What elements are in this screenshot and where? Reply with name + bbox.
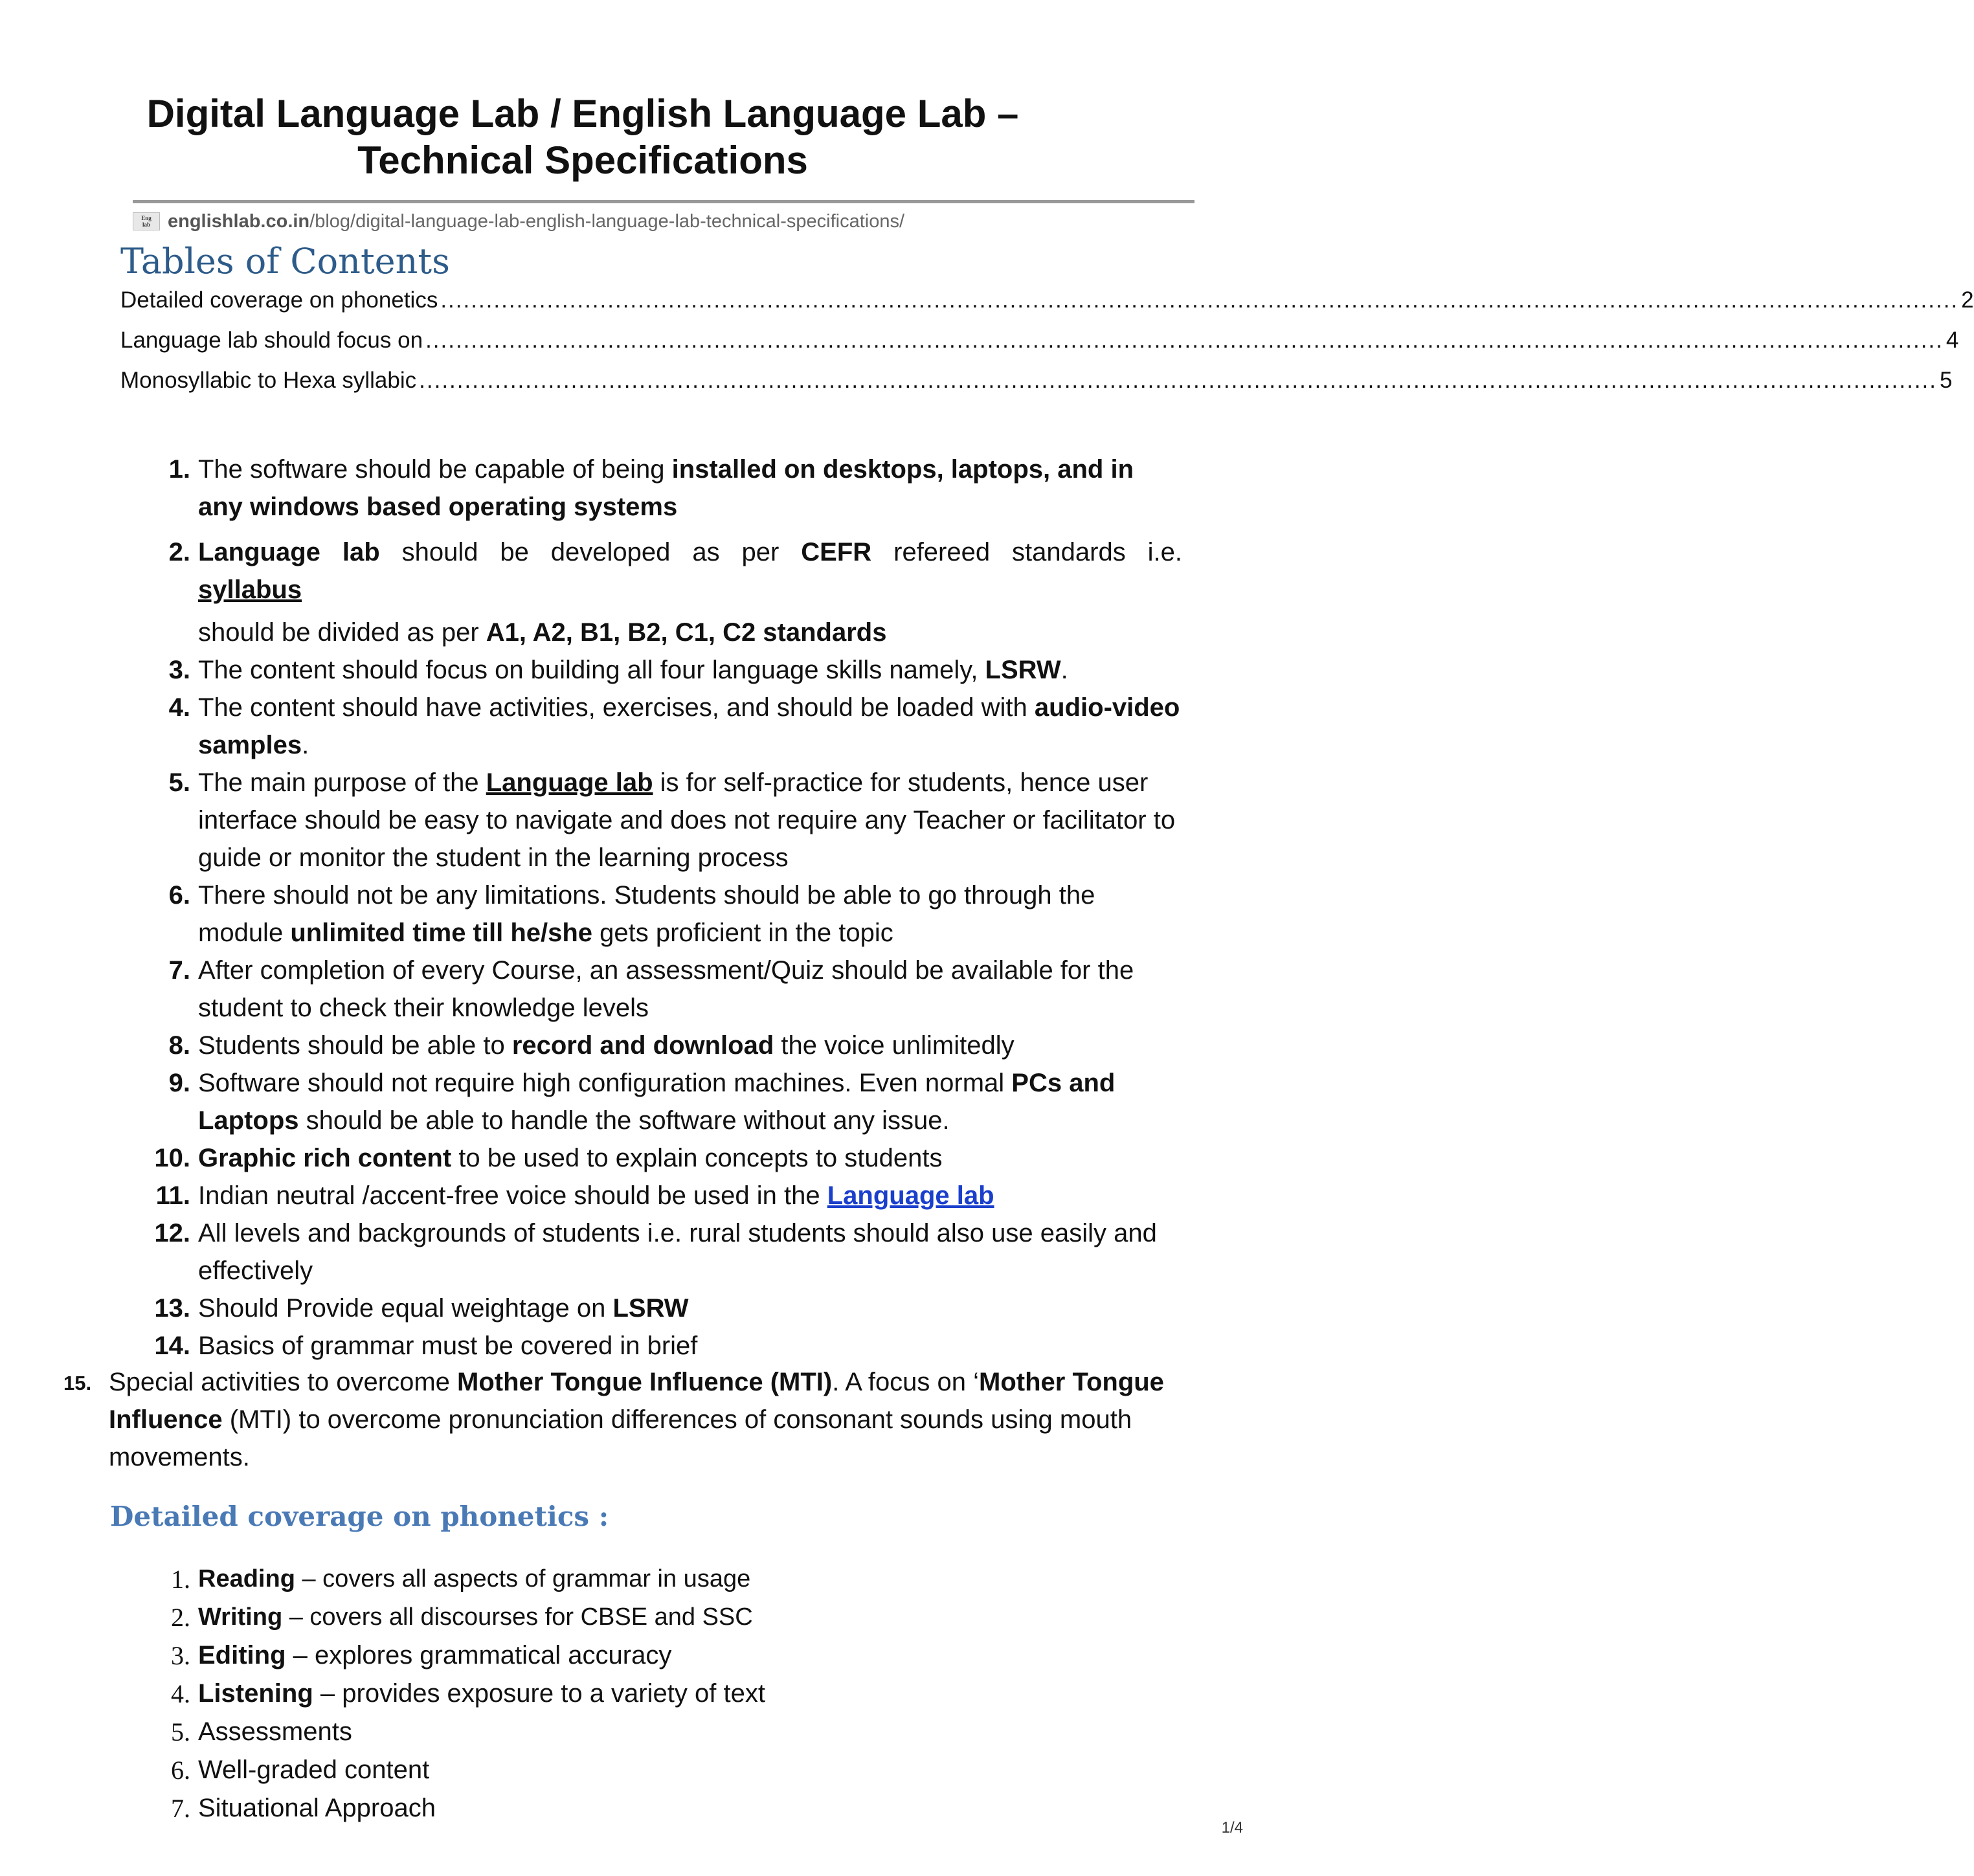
- item-bold-text: Graphic rich content: [198, 1144, 452, 1172]
- toc-entry-page[interactable]: 4: [1946, 328, 1959, 353]
- item-bold-text: LSRW: [612, 1294, 689, 1323]
- source-path[interactable]: /blog/digital-language-lab-english-language-lab-technical-specifications/: [309, 210, 905, 232]
- source-domain[interactable]: englishlab.co.in: [168, 210, 310, 232]
- language-lab-link[interactable]: Language lab: [486, 768, 653, 797]
- item-text: Assessments: [198, 1717, 352, 1746]
- requirements-list: [120, 451, 1182, 1365]
- toc-entry-page[interactable]: 2: [1961, 287, 1974, 313]
- list-item: [120, 1675, 765, 1713]
- list-item: [120, 689, 1182, 764]
- list-item: [120, 1327, 1182, 1365]
- item-text: – covers all aspects of grammar in usage: [295, 1565, 751, 1592]
- item-number: 10.: [154, 1144, 190, 1172]
- item-number: 3.: [171, 1641, 190, 1670]
- phonetics-heading: Detailed coverage on phonetics :: [110, 1501, 609, 1532]
- list-item: [120, 1598, 765, 1636]
- item-text: Indian neutral /accent-free voice should be used in the: [198, 1181, 827, 1210]
- list-item: [120, 1751, 765, 1789]
- phonetics-list: [120, 1560, 765, 1827]
- item-bold-text: PCs and Laptops: [198, 1069, 1116, 1135]
- list-item: [120, 1139, 1182, 1177]
- title-line-1: Digital Language Lab / English Language Lab –: [146, 92, 1019, 135]
- item-text: Basics of grammar must be covered in brief: [198, 1332, 698, 1360]
- site-logo-icon: Eng lab: [133, 212, 160, 230]
- item-text: The content should have activities, exercises, and should be loaded with: [198, 693, 1035, 722]
- item-bold-text: unlimited time till he/she: [290, 919, 593, 947]
- item-bold-text: Reading: [198, 1565, 295, 1592]
- toc-entry-page[interactable]: 5: [1939, 368, 1953, 393]
- toc-entry[interactable]: [120, 287, 1974, 328]
- list-item: [120, 1290, 1182, 1327]
- item-number: 6.: [171, 1756, 190, 1785]
- item-text: There should not be any limitations. Students should be able to go through the module: [198, 881, 1095, 947]
- item-number: 1.: [168, 455, 190, 484]
- title-divider: [133, 200, 1194, 203]
- page-title: [97, 91, 1068, 184]
- list-item: [120, 1560, 765, 1598]
- list-item: [120, 651, 1182, 689]
- item-text: .: [1060, 656, 1068, 684]
- item-bold-text: audio-video samples: [198, 693, 1180, 759]
- title-line-2: Technical Specifications: [357, 139, 808, 182]
- item-bold-text: Listening: [198, 1679, 313, 1708]
- item-bold-text: installed on desktops, laptops, and in any windows based operating systems: [198, 455, 1134, 521]
- toc-entry-label[interactable]: Monosyllabic to Hexa syllabic: [120, 368, 417, 393]
- item-text: The main purpose of the: [198, 768, 486, 797]
- item-text: refereed standards i.e.: [871, 538, 1183, 566]
- source-url[interactable]: [133, 208, 904, 234]
- item-number: 2.: [168, 538, 190, 566]
- item-number: 4.: [171, 1679, 190, 1708]
- item-text: .: [302, 731, 309, 759]
- item-bold-text: Writing: [198, 1603, 283, 1631]
- item-text: All levels and backgrounds of students i.e. rural students should also use easily and effectively: [198, 1219, 1157, 1285]
- toc-heading: Tables of Contents: [120, 241, 450, 282]
- item-text: should be developed as per: [379, 538, 802, 566]
- item-text: . A focus on ‘: [832, 1368, 980, 1396]
- item-bold-text: LSRW: [985, 656, 1061, 684]
- item-number: 1.: [171, 1565, 190, 1594]
- table-of-contents: [120, 287, 1974, 408]
- item-number: 8.: [168, 1031, 190, 1060]
- item-bold-text: Language lab: [198, 538, 380, 566]
- list-item: [120, 1636, 765, 1675]
- item-number: 9.: [168, 1069, 190, 1097]
- item-bold-text: record and download: [511, 1031, 774, 1060]
- item-text: Should Provide equal weightage on: [198, 1294, 613, 1323]
- toc-leader-dots: ........................................................................................................................................................................................................: [425, 328, 1944, 353]
- item-text: – provides exposure to a variety of text: [313, 1679, 765, 1708]
- item-text: the voice unlimitedly: [774, 1031, 1015, 1060]
- list-item: [120, 1064, 1182, 1139]
- item-text: The software should be capable of being: [198, 455, 672, 484]
- item-number: 14.: [154, 1332, 190, 1360]
- item-number: 6.: [168, 881, 190, 910]
- item-text: Well-graded content: [198, 1756, 430, 1784]
- list-item: [120, 533, 1182, 651]
- item-text: The content should focus on building all four language skills namely,: [198, 656, 985, 684]
- item-number: 5.: [171, 1717, 190, 1747]
- item-number: 15.: [63, 1372, 92, 1394]
- item-number: 7.: [171, 1794, 190, 1823]
- list-item: [120, 764, 1182, 877]
- syllabus-link[interactable]: syllabus: [198, 575, 302, 604]
- item-text: is for self-practice for students, hence user interface should be easy to navigate and does not require any Teacher or facilitator to guide or monitor the student in the learning process: [198, 768, 1176, 872]
- toc-entry[interactable]: [120, 328, 1959, 368]
- item-number: 7.: [168, 956, 190, 985]
- page-number: 1/4: [1221, 1819, 1243, 1837]
- item-text: Students should be able to: [198, 1031, 512, 1060]
- item-text: Special activities to overcome: [109, 1368, 458, 1396]
- item-text: should be divided as per: [198, 618, 486, 647]
- language-lab-hyperlink[interactable]: Language lab: [827, 1181, 994, 1210]
- toc-entry-label[interactable]: Detailed coverage on phonetics: [120, 287, 438, 313]
- item-number: 3.: [168, 656, 190, 684]
- item-bold-text: A1, A2, B1, B2, C1, C2 standards: [486, 618, 887, 647]
- toc-leader-dots: ........................................................................................................................................................................................................: [440, 287, 1959, 313]
- item-number: 12.: [154, 1219, 190, 1247]
- list-item: [120, 1027, 1182, 1064]
- item-number: 5.: [168, 768, 190, 797]
- list-item: [63, 1363, 1196, 1476]
- item-bold-text: Editing: [198, 1641, 286, 1669]
- item-number: 13.: [154, 1294, 190, 1323]
- list-item: [120, 451, 1182, 526]
- toc-entry[interactable]: [120, 368, 1953, 408]
- item-text: to be used to explain concepts to students: [451, 1144, 943, 1172]
- toc-entry-label[interactable]: Language lab should focus on: [120, 328, 423, 353]
- item-bold-text: CEFR: [801, 538, 872, 566]
- list-item: [120, 1713, 765, 1751]
- item-bold-text: Mother Tongue Influence: [109, 1368, 1164, 1434]
- list-item: [120, 952, 1182, 1027]
- item-text: – covers all discourses for CBSE and SSC: [282, 1603, 753, 1631]
- list-item: [120, 1789, 765, 1827]
- item-text: Situational Approach: [198, 1794, 436, 1822]
- item-text: – explores grammatical accuracy: [286, 1641, 672, 1669]
- item-number: 11.: [155, 1181, 190, 1210]
- item-number: 2.: [171, 1603, 190, 1632]
- item-text: (MTI) to overcome pronunciation differences of consonant sounds using mouth movements.: [109, 1405, 1132, 1471]
- item-bold-text: Mother Tongue Influence (MTI): [457, 1368, 833, 1396]
- list-item: [120, 1214, 1182, 1290]
- list-item: [120, 877, 1182, 952]
- item-text: gets proficient in the topic: [592, 919, 893, 947]
- item-text: After completion of every Course, an assessment/Quiz should be available for the student to check their knowledge levels: [198, 956, 1134, 1022]
- toc-leader-dots: ........................................................................................................................................................................................................: [419, 368, 1937, 393]
- list-item: [120, 1177, 1182, 1214]
- item-text: Software should not require high configuration machines. Even normal: [198, 1069, 1012, 1097]
- item-text: should be able to handle the software without any issue.: [298, 1106, 950, 1135]
- item-number: 4.: [168, 693, 190, 722]
